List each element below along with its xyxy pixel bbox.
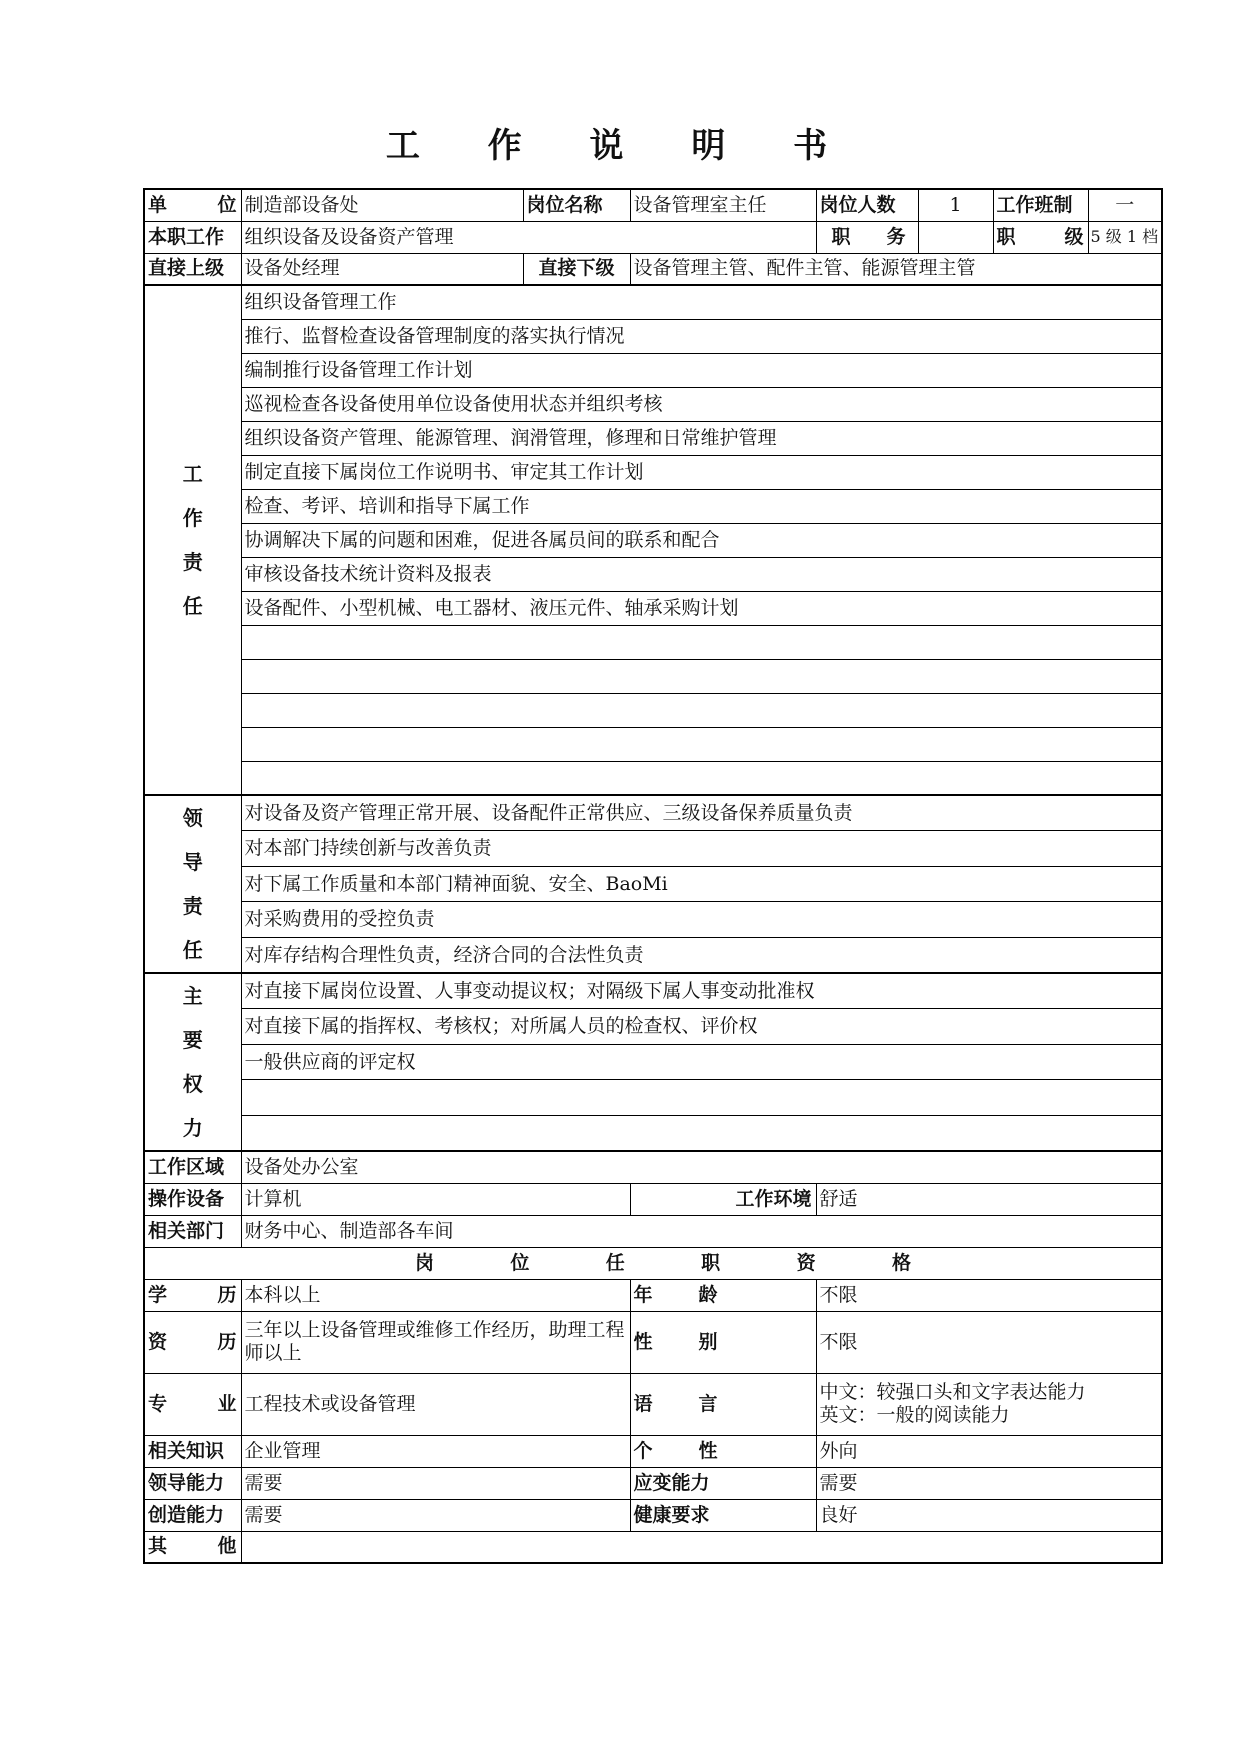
main-power-item: 对直接下属的指挥权、考核权；对所属人员的检查权、评价权 xyxy=(241,1009,1162,1045)
main-powers-label: 主 要 权 力 xyxy=(144,973,241,1151)
grade-label: 职 级 xyxy=(993,221,1088,253)
leadership-duties-label: 领 导 责 任 xyxy=(144,795,241,973)
grade-value: 5 级 1 档 xyxy=(1088,221,1162,253)
unit-value: 制造部设备处 xyxy=(241,189,523,221)
experience-value: 三年以上设备管理或维修工作经历，助理工程师以上 xyxy=(241,1311,630,1373)
leadership-duty-item: 对采购费用的受控负责 xyxy=(241,902,1162,938)
work-duty-item: 编制推行设备管理工作计划 xyxy=(241,353,1162,387)
creativity-value: 需要 xyxy=(241,1499,630,1531)
main-power-item xyxy=(241,1115,1162,1151)
work-area-value: 设备处办公室 xyxy=(241,1151,1162,1183)
post-count-label: 岗位人数 xyxy=(816,189,918,221)
work-duty-item xyxy=(241,761,1162,795)
subordinate-label: 直接下级 xyxy=(523,253,630,285)
work-duty-item: 设备配件、小型机械、电工器材、液压元件、轴承采购计划 xyxy=(241,591,1162,625)
experience-label: 资 历 xyxy=(144,1311,241,1373)
major-value: 工程技术或设备管理 xyxy=(241,1373,630,1435)
work-duty-item: 检查、考评、培训和指导下属工作 xyxy=(241,489,1162,523)
work-duty-item: 组织设备管理工作 xyxy=(241,285,1162,319)
work-duty-item: 推行、监督检查设备管理制度的落实执行情况 xyxy=(241,319,1162,353)
environment-label: 工作环境 xyxy=(630,1183,816,1215)
leadership-ability-label: 领导能力 xyxy=(144,1467,241,1499)
language-label: 语 言 xyxy=(630,1373,816,1435)
work-duty-item xyxy=(241,693,1162,727)
work-duty-item: 协调解决下属的问题和困难，促进各属员间的联系和配合 xyxy=(241,523,1162,557)
related-dept-value: 财务中心、制造部各车间 xyxy=(241,1215,1162,1247)
gender-value: 不限 xyxy=(816,1311,1162,1373)
leadership-ability-value: 需要 xyxy=(241,1467,630,1499)
unit-label: 单 位 xyxy=(144,189,241,221)
health-label: 健康要求 xyxy=(630,1499,816,1531)
qualification-banner: 岗 位 任 职 资 格 xyxy=(144,1247,1162,1279)
age-label: 年 龄 xyxy=(630,1279,816,1311)
main-power-item: 一般供应商的评定权 xyxy=(241,1044,1162,1080)
leadership-duty-item: 对下属工作质量和本部门精神面貌、安全、BaoMi xyxy=(241,866,1162,902)
other-label: 其 他 xyxy=(144,1531,241,1563)
post-name-label: 岗位名称 xyxy=(523,189,630,221)
leadership-duty-item: 对设备及资产管理正常开展、设备配件正常供应、三级设备保养质量负责 xyxy=(241,795,1162,831)
work-duty-item xyxy=(241,625,1162,659)
work-duty-item xyxy=(241,727,1162,761)
work-duty-item xyxy=(241,659,1162,693)
work-duty-item: 审核设备技术统计资料及报表 xyxy=(241,557,1162,591)
language-value xyxy=(816,1373,1162,1435)
major-label: 专 业 xyxy=(144,1373,241,1435)
personality-value: 外向 xyxy=(816,1435,1162,1467)
work-area-label: 工作区域 xyxy=(144,1151,241,1183)
creativity-label: 创造能力 xyxy=(144,1499,241,1531)
main-work-label: 本职工作 xyxy=(144,221,241,253)
job-description-form xyxy=(143,188,1159,1564)
education-value: 本科以上 xyxy=(241,1279,630,1311)
personality-label: 个 性 xyxy=(630,1435,816,1467)
health-value: 良好 xyxy=(816,1499,1162,1531)
language-chinese: 中文：较强口头和文字表达能力 xyxy=(819,1381,1086,1404)
main-power-item xyxy=(241,1080,1162,1116)
main-power-item: 对直接下属岗位设置、人事变动提议权；对隔级下属人事变动批准权 xyxy=(241,973,1162,1009)
duty-label: 职 务 xyxy=(816,221,918,253)
main-work-value: 组织设备及设备资产管理 xyxy=(241,221,816,253)
superior-value: 设备处经理 xyxy=(241,253,523,285)
post-count-value: 1 xyxy=(918,189,993,221)
language-english: 英文：一般的阅读能力 xyxy=(819,1404,1010,1426)
work-duty-item: 巡视检查各设备使用单位设备使用状态并组织考核 xyxy=(241,387,1162,421)
work-duties-label: 工 作 责 任 xyxy=(144,285,241,795)
age-value: 不限 xyxy=(816,1279,1162,1311)
work-duty-item: 组织设备资产管理、能源管理、润滑管理，修理和日常维护管理 xyxy=(241,421,1162,455)
environment-value: 舒适 xyxy=(816,1183,1162,1215)
equipment-value: 计算机 xyxy=(241,1183,630,1215)
other-value xyxy=(241,1531,1162,1563)
form-table xyxy=(143,188,1163,1564)
adaptability-label: 应变能力 xyxy=(630,1467,816,1499)
leadership-duty-item: 对本部门持续创新与改善负责 xyxy=(241,831,1162,867)
subordinate-value: 设备管理主管、配件主管、能源管理主管 xyxy=(630,253,1162,285)
post-name-value: 设备管理室主任 xyxy=(630,189,816,221)
related-dept-label: 相关部门 xyxy=(144,1215,241,1247)
equipment-label: 操作设备 xyxy=(144,1183,241,1215)
superior-label: 直接上级 xyxy=(144,253,241,285)
work-duty-item: 制定直接下属岗位工作说明书、审定其工作计划 xyxy=(241,455,1162,489)
shift-label: 工作班制 xyxy=(993,189,1088,221)
adaptability-value: 需要 xyxy=(816,1467,1162,1499)
shift-value: 一 xyxy=(1088,189,1162,221)
document-title: 工 作 说 明 书 xyxy=(385,126,856,166)
knowledge-label: 相关知识 xyxy=(144,1435,241,1467)
education-label: 学 历 xyxy=(144,1279,241,1311)
gender-label: 性 别 xyxy=(630,1311,816,1373)
leadership-duty-item: 对库存结构合理性负责，经济合同的合法性负责 xyxy=(241,937,1162,973)
duty-value xyxy=(918,221,993,253)
knowledge-value: 企业管理 xyxy=(241,1435,630,1467)
